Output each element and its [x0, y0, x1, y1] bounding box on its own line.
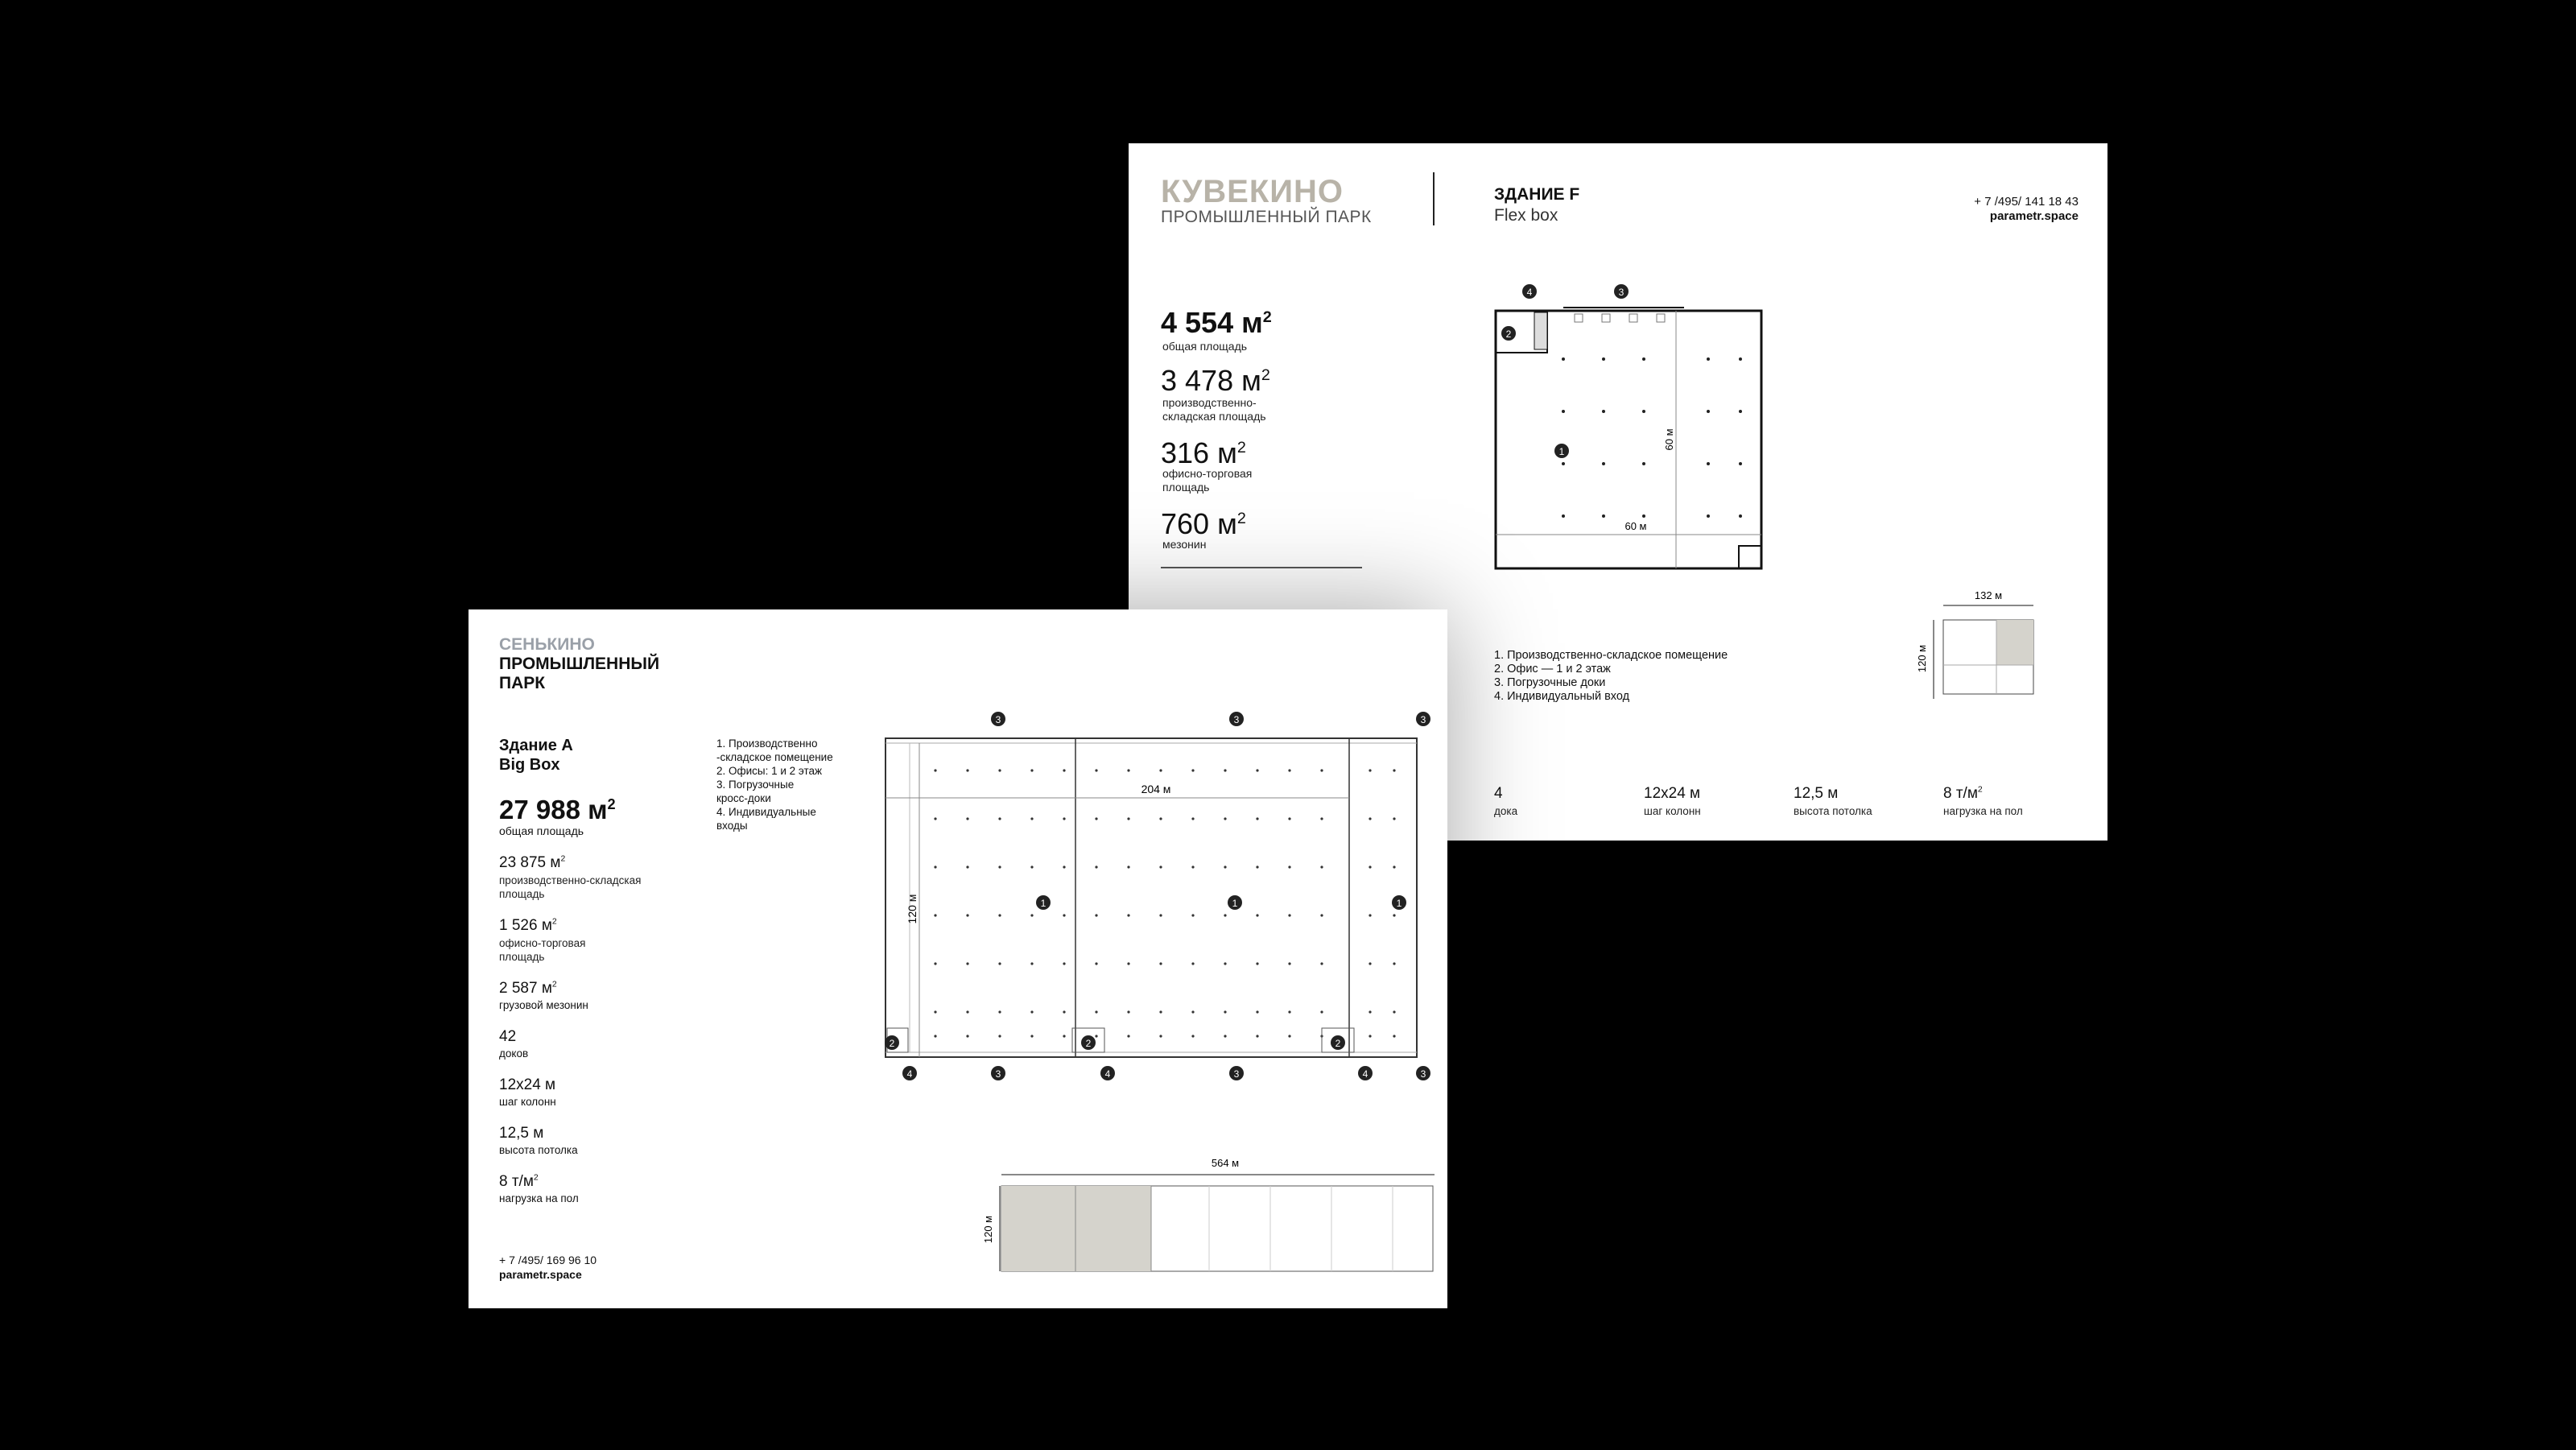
- stat-label: нагрузка на пол: [499, 1192, 579, 1204]
- column-dot: [1127, 865, 1129, 868]
- contact-phone: + 7 /495/ 169 96 10: [499, 1254, 597, 1266]
- column-dot: [1030, 962, 1033, 965]
- column-dot: [1224, 1035, 1226, 1037]
- svg-text:4: 4: [1362, 1068, 1368, 1080]
- column-dot: [934, 962, 936, 965]
- column-dot: [1063, 1010, 1065, 1013]
- marker-2: [1501, 326, 1516, 341]
- column-dot: [934, 914, 936, 916]
- column-dot: [1191, 962, 1194, 965]
- senkino-sheet: [469, 609, 1447, 1308]
- column-dot: [1256, 1010, 1258, 1013]
- column-dot: [1030, 1010, 1033, 1013]
- stat-label: высота потолка: [499, 1144, 578, 1156]
- brand-subtitle: ПРОМЫШЛЕННЫЙ ПАРК: [1161, 208, 1372, 226]
- svg-text:3: 3: [1233, 714, 1240, 725]
- column-dot: [1191, 865, 1194, 868]
- marker-4: [1358, 1066, 1373, 1080]
- brand-subtitle: ПРОМЫШЛЕННЫЙ: [499, 655, 660, 673]
- column-dot: [1288, 817, 1290, 820]
- column-dot: [966, 1010, 968, 1013]
- column-dot: [1368, 769, 1371, 771]
- column-dot: [1191, 1035, 1194, 1037]
- column-dot: [998, 865, 1001, 868]
- column-dot: [1320, 962, 1323, 965]
- svg-text:3: 3: [1233, 1068, 1240, 1080]
- stat-value: 42: [499, 1028, 517, 1045]
- column-dot: [1256, 817, 1258, 820]
- column-dot: [1030, 769, 1033, 771]
- stat-label: мезонин: [1162, 538, 1207, 551]
- stat-label: шаг колонн: [499, 1096, 556, 1108]
- column-dot: [1063, 962, 1065, 965]
- stat-label: офисно-торговая площадь: [1162, 467, 1253, 494]
- column-dot: [1159, 1010, 1162, 1013]
- stat-label: доков: [499, 1047, 529, 1060]
- marker-4: [1100, 1066, 1115, 1080]
- legend: 1. Производственно-складское помещение 2. Офис — 1 и 2 этаж 3. Погрузочные доки 4. Индивидуальный вход: [1494, 649, 1728, 703]
- marker-1: [1036, 895, 1051, 910]
- marker-3: [1614, 284, 1629, 299]
- column-dot: [1063, 865, 1065, 868]
- column-dot: [998, 1035, 1001, 1037]
- marker-3: [1416, 1066, 1430, 1080]
- stat-label: офисно-торговая площадь: [499, 937, 586, 963]
- column-dot: [1288, 1035, 1290, 1037]
- stat-value: 23 875 $м^2$: [499, 854, 566, 871]
- column-dot: [998, 1010, 1001, 1013]
- column-dot: [934, 769, 936, 771]
- column-dot: [1159, 962, 1162, 965]
- column-dot: [1320, 865, 1323, 868]
- column-dot: [966, 769, 968, 771]
- column-dot: [1095, 1035, 1097, 1037]
- bottom-value: 4: [1494, 785, 1503, 802]
- column-dot: [1191, 769, 1194, 771]
- stat-value: 12х24 м: [499, 1076, 556, 1093]
- stat-value: 3 478 $м^2$: [1161, 364, 1270, 397]
- column-dot: [1095, 1010, 1097, 1013]
- plan-dim-h: 60 м: [1624, 520, 1647, 532]
- svg-text:2: 2: [1335, 1038, 1341, 1049]
- stat-value: 8 $т/м^2$: [499, 1173, 539, 1190]
- floor-plan-f: [1483, 279, 1805, 568]
- total-area-value: 27 988 $м^2$: [499, 795, 616, 824]
- site-plan-f: [1914, 585, 2051, 697]
- column-dot: [1393, 817, 1395, 820]
- column-dot: [1127, 769, 1129, 771]
- plan-dim-v: 120 м: [906, 894, 919, 924]
- column-dot: [1095, 914, 1097, 916]
- column-dot: [1393, 1035, 1395, 1037]
- column-dot: [1256, 914, 1258, 916]
- stat-value: 760 $м^2$: [1161, 507, 1246, 540]
- column-dot: [1288, 914, 1290, 916]
- building-title: Здание А: [499, 737, 573, 754]
- column-dot: [966, 914, 968, 916]
- column-dot: [1288, 769, 1290, 771]
- column-dot: [1320, 769, 1323, 771]
- plan-dim-v: 60 м: [1663, 428, 1675, 451]
- site-dim-h: 120 м: [982, 1215, 994, 1244]
- site-plan-a: [984, 1155, 1435, 1276]
- svg-text:4: 4: [1104, 1068, 1111, 1080]
- bottom-label: дока: [1494, 805, 1518, 817]
- column-dot: [1095, 865, 1097, 868]
- bottom-value: 12х24 м: [1644, 785, 1701, 802]
- column-dot: [1288, 1010, 1290, 1013]
- column-dot: [998, 769, 1001, 771]
- column-dot: [1127, 1035, 1129, 1037]
- column-dot: [1063, 1035, 1065, 1037]
- svg-text:3: 3: [995, 1068, 1001, 1080]
- column-dot: [1320, 817, 1323, 820]
- brand-subtitle: ПАРК: [499, 674, 546, 692]
- column-dot: [1368, 962, 1371, 965]
- column-dot: [998, 914, 1001, 916]
- bottom-label: высота потолка: [1794, 805, 1872, 817]
- column-dot: [1368, 865, 1371, 868]
- column-dot: [966, 817, 968, 820]
- column-dot: [1256, 865, 1258, 868]
- column-dot: [1063, 769, 1065, 771]
- brand-title: СЕНЬКИНО: [499, 635, 595, 654]
- svg-text:1: 1: [1232, 898, 1238, 909]
- column-dot: [998, 817, 1001, 820]
- column-dot: [934, 865, 936, 868]
- column-dot: [1224, 865, 1226, 868]
- svg-text:2: 2: [1085, 1038, 1092, 1049]
- column-dot: [1159, 1035, 1162, 1037]
- brand-title: КУВЕКИНО: [1161, 174, 1344, 209]
- marker-1: [1392, 895, 1406, 910]
- column-dot: [934, 1010, 936, 1013]
- stat-label: производственно-складская площадь: [1162, 396, 1266, 423]
- column-dot: [1159, 865, 1162, 868]
- column-dot: [1368, 1010, 1371, 1013]
- plan-dim-h: 204 м: [1141, 783, 1171, 795]
- svg-text:3: 3: [995, 714, 1001, 725]
- bottom-value: 8 $т/м^2$: [1943, 785, 1983, 802]
- legend: 1. Производственно -складское помещение 2. Офисы: 1 и 2 этаж 3. Погрузочные кросс-доки 4. Индивидуальные входы: [716, 737, 833, 832]
- bottom-label: нагрузка на пол: [1943, 805, 2023, 817]
- column-dot: [1256, 1035, 1258, 1037]
- column-dot: [1393, 865, 1395, 868]
- stat-label: производственно-складская площадь: [499, 874, 642, 900]
- contact-phone: + 7 /495/ 141 18 43: [1974, 195, 2079, 209]
- column-dot: [1224, 962, 1226, 965]
- column-dot: [998, 962, 1001, 965]
- column-dot: [1368, 817, 1371, 820]
- column-dot: [1320, 1010, 1323, 1013]
- column-dot: [1127, 817, 1129, 820]
- column-dot: [1030, 865, 1033, 868]
- bottom-value: 12,5 м: [1794, 785, 1839, 802]
- column-dot: [1393, 962, 1395, 965]
- header-divider: [1433, 172, 1435, 225]
- column-dot: [1063, 914, 1065, 916]
- marker-2: [1331, 1035, 1345, 1050]
- column-dot: [1095, 769, 1097, 771]
- stat-value: 12,5 м: [499, 1125, 544, 1142]
- stat-value: 316 $м^2$: [1161, 436, 1246, 469]
- column-dot: [1191, 1010, 1194, 1013]
- column-dot: [1095, 817, 1097, 820]
- total-area-label: общая площадь: [499, 824, 584, 837]
- svg-text:4: 4: [906, 1068, 913, 1080]
- column-dot: [934, 817, 936, 820]
- stat-label: грузовой мезонин: [499, 999, 588, 1011]
- site-dim-h: 120 м: [1916, 644, 1928, 673]
- marker-3: [1416, 712, 1430, 726]
- stats-underline: [1161, 567, 1362, 568]
- column-dot: [1030, 1035, 1033, 1037]
- stat-value: 1 526 $м^2$: [499, 917, 557, 934]
- svg-text:3: 3: [1420, 714, 1426, 725]
- column-dot: [1030, 914, 1033, 916]
- marker-1: [1554, 444, 1569, 458]
- column-dot: [966, 865, 968, 868]
- bottom-label: шаг колонн: [1644, 805, 1701, 817]
- building-title: ЗДАНИЕ F: [1494, 185, 1580, 204]
- svg-text:1: 1: [1558, 446, 1565, 457]
- column-dot: [966, 1035, 968, 1037]
- marker-4: [902, 1066, 917, 1080]
- column-dot: [1368, 1035, 1371, 1037]
- column-dot: [1368, 914, 1371, 916]
- column-dot: [1030, 817, 1033, 820]
- column-dot: [1224, 914, 1226, 916]
- column-dot: [1159, 914, 1162, 916]
- building-type: Big Box: [499, 756, 560, 774]
- column-dot: [1191, 914, 1194, 916]
- svg-text:4: 4: [1526, 287, 1533, 298]
- svg-text:3: 3: [1420, 1068, 1426, 1080]
- column-dot: [1320, 914, 1323, 916]
- stat-value: 2 587 $м^2$: [499, 980, 557, 997]
- column-dot: [1393, 1010, 1395, 1013]
- contact-site: parametr.space: [1989, 209, 2079, 223]
- total-area-label: общая площадь: [1162, 340, 1248, 353]
- building-type: Flex box: [1494, 206, 1558, 225]
- marker-3: [1229, 712, 1244, 726]
- svg-text:2: 2: [1505, 328, 1512, 340]
- total-area-value: 4 554 $м^2$: [1161, 306, 1272, 339]
- column-dot: [1393, 769, 1395, 771]
- svg-text:2: 2: [889, 1038, 895, 1049]
- marker-1: [1228, 895, 1242, 910]
- column-dot: [1256, 769, 1258, 771]
- site-dim-w: 564 м: [1211, 1157, 1240, 1169]
- column-dot: [1159, 769, 1162, 771]
- svg-text:3: 3: [1618, 287, 1624, 298]
- column-dot: [1063, 817, 1065, 820]
- column-dot: [934, 1035, 936, 1037]
- site-dim-w: 132 м: [1974, 589, 2003, 601]
- column-dot: [1191, 817, 1194, 820]
- column-dot: [966, 962, 968, 965]
- column-dot: [1288, 865, 1290, 868]
- svg-text:1: 1: [1396, 898, 1402, 909]
- column-dot: [1127, 962, 1129, 965]
- column-dot: [1159, 817, 1162, 820]
- svg-text:1: 1: [1040, 898, 1046, 909]
- column-dot: [1127, 1010, 1129, 1013]
- contact-site: parametr.space: [499, 1268, 582, 1281]
- marker-3: [991, 1066, 1005, 1080]
- column-dot: [1393, 914, 1395, 916]
- floor-plan-a: [871, 698, 1435, 1080]
- marker-2: [1081, 1035, 1096, 1050]
- column-dot: [1224, 769, 1226, 771]
- column-dot: [1288, 962, 1290, 965]
- marker-4: [1522, 284, 1537, 299]
- column-dot: [1127, 914, 1129, 916]
- marker-3: [1229, 1066, 1244, 1080]
- column-dot: [1256, 962, 1258, 965]
- column-dot: [1224, 1010, 1226, 1013]
- column-dot: [1095, 962, 1097, 965]
- marker-3: [991, 712, 1005, 726]
- column-dot: [1224, 817, 1226, 820]
- marker-2: [885, 1035, 899, 1050]
